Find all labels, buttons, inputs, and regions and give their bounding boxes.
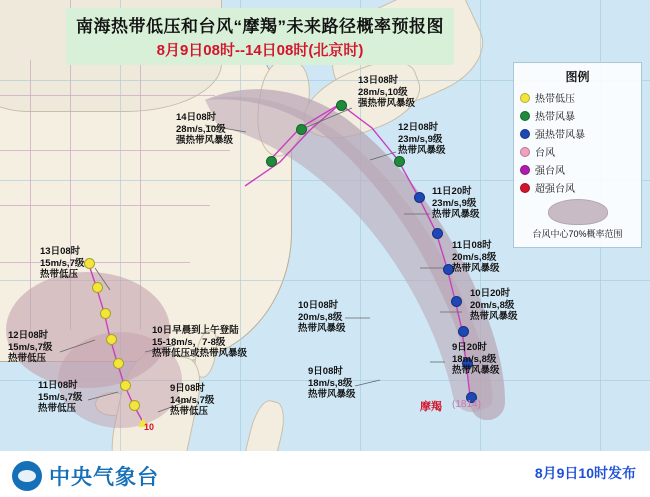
title-line-1: 南海热带低压和台风“摩羯”未来路径概率预报图 <box>76 17 444 36</box>
forecast-label <box>308 366 356 401</box>
track-point <box>394 156 405 167</box>
track-point <box>451 296 462 307</box>
legend-label: 超强台风 <box>535 184 575 195</box>
legend-item-ty <box>520 144 635 159</box>
label-time: 10日早晨到上午登陆 <box>152 325 239 336</box>
label-time: 9日08时 <box>308 366 343 377</box>
issue-time: 8月9日10时发布 <box>534 465 636 481</box>
label-category: 热带低压 <box>40 269 79 280</box>
label-time: 9日20时 <box>452 342 487 353</box>
legend-item-ts <box>520 108 635 123</box>
label-intensity: 15m/s,7级 <box>40 257 85 269</box>
scale-marker: 10 <box>144 422 155 432</box>
label-time: 12日08时 <box>8 330 49 341</box>
track-point <box>336 100 347 111</box>
footer-bar <box>0 451 650 497</box>
label-category: 热带低压或热带风暴级 <box>152 348 248 359</box>
legend-label: 热带低压 <box>535 94 575 105</box>
forecast-label <box>170 383 214 418</box>
label-intensity: 18m/s,8级 <box>308 377 353 389</box>
legend-cone-label: 台风中心70%概率范围 <box>532 229 623 239</box>
forecast-label <box>452 342 500 377</box>
forecast-label-landfall <box>152 325 247 360</box>
label-time: 10日08时 <box>298 300 339 311</box>
label-category: 热带风暴级 <box>432 209 480 220</box>
label-time: 11日08时 <box>38 380 78 391</box>
label-time: 13日08时 <box>358 75 399 86</box>
track-point <box>113 358 124 369</box>
legend <box>513 62 642 248</box>
legend-label: 强台风 <box>535 166 565 177</box>
legend-swatch-icon <box>520 111 530 121</box>
label-category: 热带风暴级 <box>398 145 446 156</box>
legend-item-superty <box>520 180 635 195</box>
legend-title: 图例 <box>565 70 590 84</box>
legend-label: 强热带风暴 <box>535 130 585 141</box>
track-point <box>92 282 103 293</box>
label-intensity: 28m/s,10级 <box>358 86 408 98</box>
legend-swatch-icon <box>520 93 530 103</box>
cma-logo <box>12 461 159 491</box>
label-category: 热带风暴级 <box>452 263 500 274</box>
label-intensity: 20m/s,8级 <box>452 251 497 263</box>
label-intensity: 20m/s,8级 <box>470 299 515 311</box>
legend-swatch-icon <box>520 165 530 175</box>
label-category: 强热带风暴级 <box>358 98 416 109</box>
legend-item-sty <box>520 162 635 177</box>
storm-name: 摩羯 <box>420 401 442 413</box>
track-point <box>84 258 95 269</box>
legend-item-td <box>520 90 635 105</box>
label-category: 热带风暴级 <box>308 389 356 400</box>
track-point <box>296 124 307 135</box>
forecast-label <box>358 75 415 110</box>
track-point <box>266 156 277 167</box>
label-time: 12日08时 <box>398 122 439 133</box>
label-intensity: 15m/s,7级 <box>38 391 83 403</box>
label-time: 14日08时 <box>176 112 217 123</box>
label-time: 13日08时 <box>40 246 81 257</box>
forecast-label <box>432 186 480 221</box>
forecast-label <box>470 288 518 323</box>
label-category: 热带风暴级 <box>298 323 346 334</box>
label-time: 9日08时 <box>170 383 205 394</box>
legend-cone <box>520 199 635 240</box>
forecast-label <box>398 122 446 157</box>
forecast-label <box>38 380 82 415</box>
label-intensity: 28m/s,10级 <box>176 123 226 135</box>
label-intensity: 23m/s,9级 <box>398 133 443 145</box>
forecast-label <box>8 330 52 365</box>
legend-swatch-icon <box>520 129 530 139</box>
forecast-label <box>176 112 233 147</box>
track-point <box>458 326 469 337</box>
forecast-label <box>298 300 346 335</box>
label-category: 热带低压 <box>8 353 47 364</box>
org-name: 中央气象台 <box>49 466 159 489</box>
track-point <box>100 308 111 319</box>
label-category: 热带低压 <box>38 403 77 414</box>
label-intensity: 18m/s,8级 <box>452 353 497 365</box>
track-point <box>414 192 425 203</box>
label-category: 强热带风暴级 <box>176 135 234 146</box>
legend-swatch-icon <box>520 147 530 157</box>
storm-id: (1814) <box>452 399 481 410</box>
cone-swatch-icon <box>548 199 608 225</box>
legend-label: 台风 <box>535 148 555 159</box>
legend-item-sts <box>520 126 635 141</box>
label-intensity: 15-18m/s，7-8级 <box>152 336 226 348</box>
label-category: 热带风暴级 <box>470 311 518 322</box>
track-point <box>120 380 131 391</box>
title-line-2: 8月9日08时--14日08时(北京时) <box>156 42 364 59</box>
track-point <box>432 228 443 239</box>
label-time: 10日20时 <box>470 288 511 299</box>
label-intensity: 20m/s,8级 <box>298 311 343 323</box>
forecast-label <box>452 240 500 275</box>
map-title <box>66 8 454 65</box>
track-point <box>106 334 117 345</box>
label-category: 热带风暴级 <box>452 365 500 376</box>
cloud-icon <box>12 461 42 491</box>
label-time: 11日20时 <box>432 186 472 197</box>
label-intensity: 14m/s,7级 <box>170 394 215 406</box>
label-intensity: 15m/s,7级 <box>8 341 53 353</box>
track-point <box>129 400 140 411</box>
legend-swatch-icon <box>520 183 530 193</box>
label-time: 11日08时 <box>452 240 492 251</box>
label-category: 热带低压 <box>170 406 209 417</box>
label-intensity: 23m/s,9级 <box>432 197 477 209</box>
forecast-label <box>40 246 84 281</box>
legend-label: 热带风暴 <box>535 112 575 123</box>
